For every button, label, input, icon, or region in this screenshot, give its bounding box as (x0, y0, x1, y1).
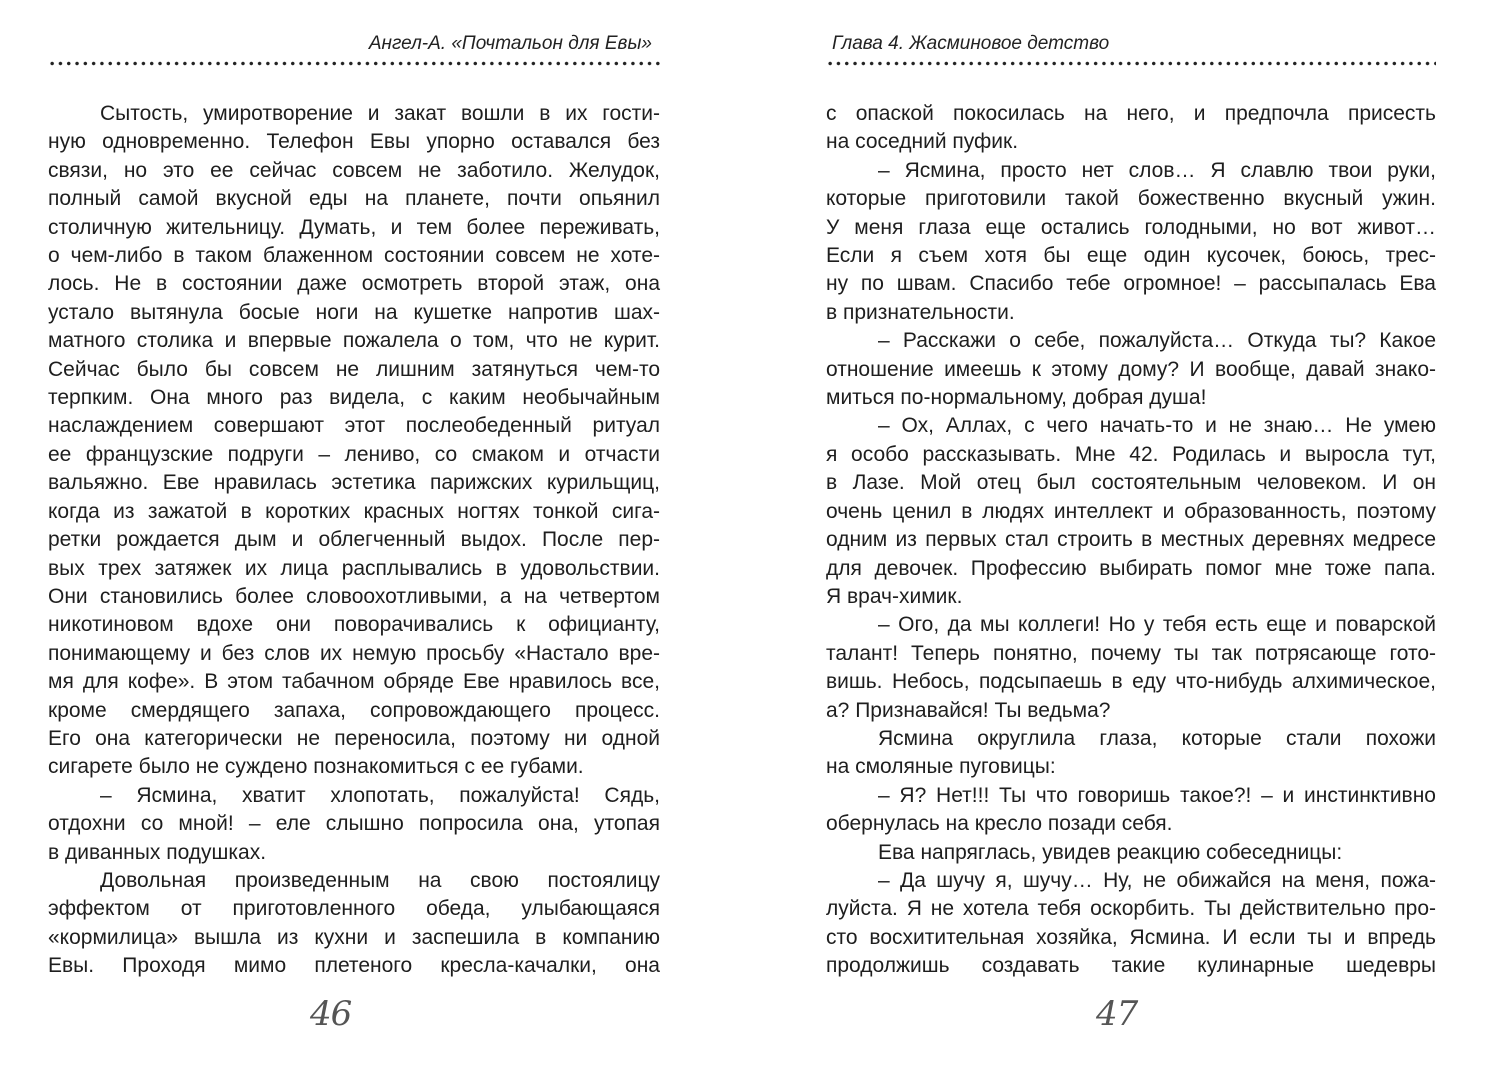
text-line: на смоляные пуговицы: (826, 755, 1056, 779)
text-line: Довольная произведенным на свою постоялицу (100, 868, 660, 892)
text-line: одним из первых стал строить в местных деревнях медресе (826, 528, 1436, 552)
text-line: Я врач-химик. (826, 584, 963, 608)
text-line: вишь. Небось, подсыпаешь в еду что-нибудь алхимическое, (826, 670, 1436, 694)
text-line: – Ясмина, хватит хлопотать, пожалуйста! Сядь, (100, 783, 660, 807)
text-line: в Лазе. Мой отец был состоятельным человеком. И он (826, 471, 1436, 495)
text-line: ную одновременно. Телефон Евы упорно оставался без (48, 130, 660, 154)
text-line: продолжишь создавать такие кулинарные шедевры (826, 954, 1436, 978)
text-line: Его она категорически не переносила, поэтому ни одной (48, 726, 660, 750)
text-line: наслаждением совершают этот послеобеденный ритуал (48, 414, 660, 438)
text-line: Ева напряглась, увидев реакцию собеседницы: (878, 840, 1343, 864)
text-line: терпким. Она много раз видела, с каким необычайным (48, 386, 660, 410)
body-text (48, 100, 660, 981)
text-line: миться по-нормальному, добрая душа! (826, 386, 1207, 410)
text-line: в диванных подушках. (48, 840, 267, 864)
text-line: – Ясмина, просто нет слов… Я славлю твои руки, (878, 158, 1436, 182)
text-line: полный самой вкусной еды на планете, почти опьянил (48, 187, 660, 211)
text-line: о чем-либо в таком блаженном состоянии совсем не хоте- (48, 244, 660, 268)
text-line: Евы. Проходя мимо плетеного кресла-качалки, она (48, 954, 660, 978)
text-line: Сытость, умиротворение и закат вошли в их гости- (100, 102, 660, 125)
text-line: связи, но это ее сейчас совсем не заботило. Желудок, (48, 158, 660, 182)
text-line: лось. Не в состоянии даже осмотреть второй этаж, она (48, 272, 660, 296)
text-line: – Я? Нет!!! Ты что говоришь такое?! – и инстинктивно (878, 783, 1436, 807)
body-text (826, 100, 1436, 981)
text-line: когда из зажатой в коротких красных ногтях тонкой сига- (48, 499, 660, 523)
text-line: луйста. Я не хотела тебя оскорбить. Ты действительно про- (826, 897, 1436, 921)
text-line: ну по швам. Спасибо тебе огромное! – рассыпалась Ева (826, 272, 1436, 296)
text-line: ретки рождается дым и облегченный выдох. После пер- (48, 528, 660, 552)
text-line: сигарете было не суждено познакомиться с ее губами. (48, 755, 584, 779)
text-line: которые приготовили такой божественно вкусный ужин. (826, 187, 1436, 211)
text-line: вальяжно. Еве нравилась эстетика парижских курильщиц, (48, 471, 660, 495)
dotted-rule (826, 61, 1436, 66)
text-line: устало вытянула босые ноги на кушетке напротив шах- (48, 300, 660, 324)
right-page (826, 0, 1436, 1075)
text-line: Сейчас было бы совсем не лишним затянуться чем-то (48, 357, 660, 381)
text-line: «кормилица» вышла из кухни и заспешила в компанию (48, 925, 660, 949)
text-line: ее французские подруги – лениво, со смаком и отчасти (48, 442, 660, 466)
text-line: – Да шучу я, шучу… Ну, не обижайся на меня, пожа- (878, 868, 1436, 892)
text-line: никотиновом вдохе они поворачивались к официанту, (48, 613, 660, 637)
text-line: в признательности. (826, 300, 1015, 324)
text-line: отдохни со мной! – еле слышно попросила она, утопая (48, 812, 660, 836)
text-line: Если я съем хотя бы еще один кусочек, боюсь, трес- (826, 244, 1436, 268)
text-line: Ясмина округлила глаза, которые стали похожи (878, 726, 1436, 750)
text-line: отношение имеешь к этому дому? И вообще, давай знако- (826, 357, 1436, 381)
text-line: – Ох, Аллах, с чего начать-то и не знаю… Не умею (878, 414, 1436, 438)
page-number: 46 (310, 994, 352, 1034)
text-line: столичную жительницу. Думать, и тем более переживать, (48, 215, 660, 239)
text-line: обернулась на кресло позади себя. (826, 812, 1173, 836)
text-line: а? Признавайся! Ты ведьма? (826, 698, 1111, 722)
text-line: сто восхитительная хозяйка, Ясмина. И если ты и впредь (826, 925, 1436, 949)
text-line: очень ценил в людях интеллект и образованность, поэтому (826, 499, 1436, 523)
text-line: с опаской покосилась на него, и предпочла присесть (826, 102, 1436, 125)
text-line: я особо рассказывать. Мне 42. Родилась и выросла тут, (826, 442, 1436, 466)
text-line: для девочек. Профессию выбирать помог мне тоже папа. (826, 556, 1436, 580)
text-line: У меня глаза еще остались голодными, но вот живот… (826, 215, 1436, 239)
running-header: Глава 4. Жасминовое детство (832, 33, 1110, 54)
text-line: эффектом от приготовленного обеда, улыбающаяся (48, 897, 660, 921)
left-page (48, 0, 660, 1075)
text-line: Они становились более словоохотливыми, а на четвертом (48, 584, 660, 608)
text-line: мя для кофе». В этом табачном обряде Еве нравилось все, (48, 670, 660, 694)
text-line: – Расскажи о себе, пожалуйста… Откуда ты? Какое (878, 329, 1436, 353)
page-number: 47 (1096, 994, 1138, 1034)
text-line: на соседний пуфик. (826, 130, 1019, 154)
dotted-rule (48, 61, 660, 66)
text-line: матного столика и впервые пожалела о том, что не курит. (48, 329, 660, 353)
text-line: талант! Теперь понятно, почему ты так потрясающе гото- (826, 641, 1436, 665)
text-line: понимающему и без слов их немую просьбу «Настало вре- (48, 641, 660, 665)
text-line: – Ого, да мы коллеги! Но у тебя есть еще и поварской (878, 613, 1436, 637)
running-header: Ангел-А. «Почтальон для Евы» (368, 33, 652, 54)
text-line: вых трех затяжек их лица расплывались в удовольствии. (48, 556, 660, 580)
text-line: кроме смердящего запаха, сопровождающего процесс. (48, 698, 660, 722)
